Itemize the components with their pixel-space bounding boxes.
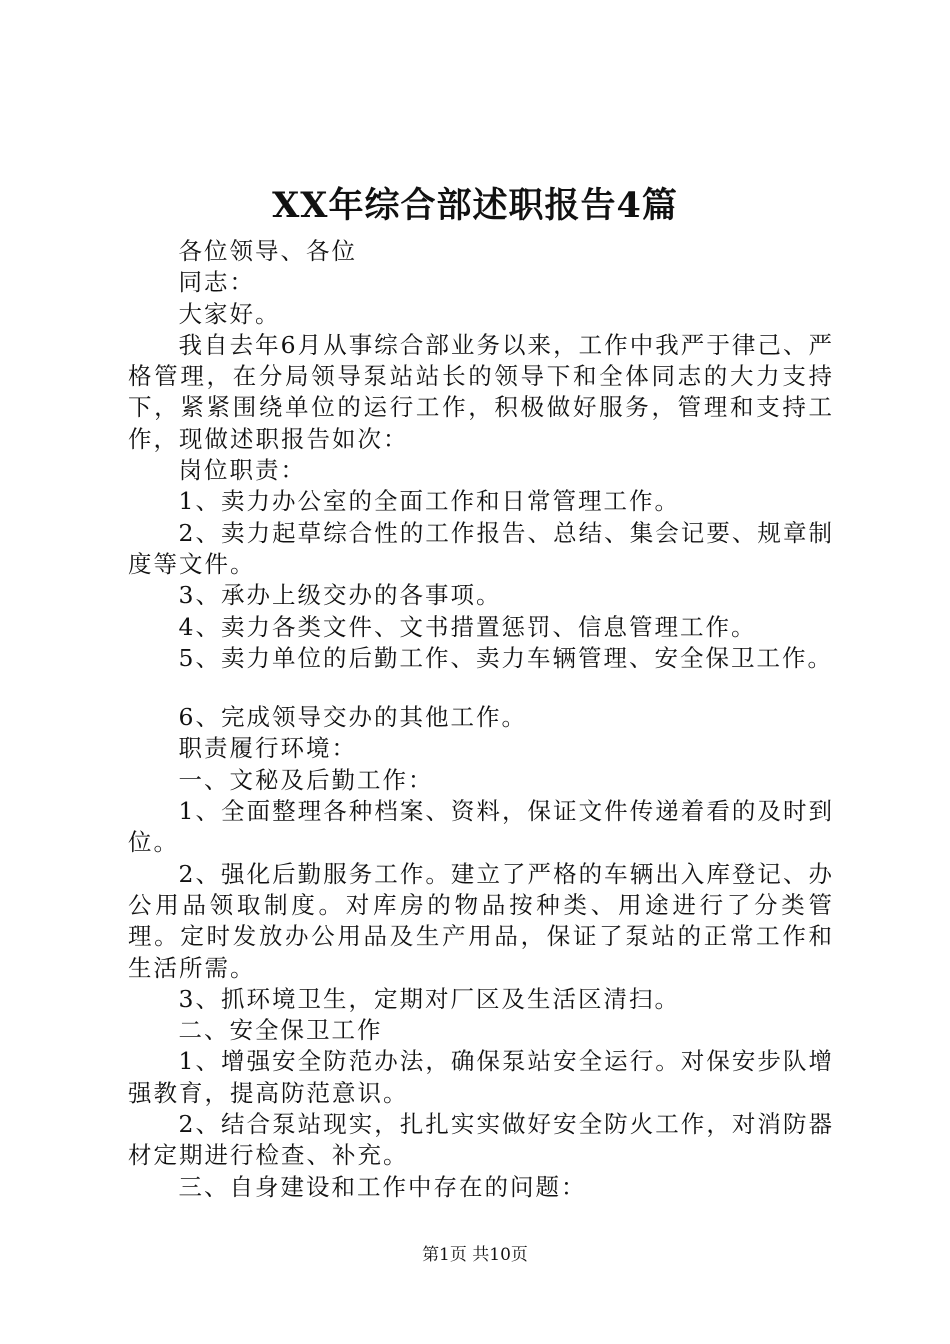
page-number-footer: 第1页 共10页 xyxy=(422,1245,528,1265)
heading-duties: 岗位职责： xyxy=(178,456,307,485)
blank-line xyxy=(128,674,834,702)
section-1-item-3: 3、抓环境卫生，定期对厂区及生活区清扫。 xyxy=(178,984,680,1013)
section-1-item-2: 2、强化后勤服务工作。建立了严格的车辆出入库登记、办公用品领取制度。对库房的物品按种类、用途进行了分类管理。定时发放办公用品及生产用品，保证了泵站的正常工作和生活所需。 xyxy=(128,859,834,982)
paragraph-intro: 我自去年6月从事综合部业务以来，工作中我严于律己、严格管理，在分局领导泵站站长的领导下和全体同志的大力支持下，紧紧围绕单位的运行工作，积极做好服务，管理和支持工作，现做述职报告如次： xyxy=(128,330,834,453)
paragraph-greeting: 各位领导、各位 xyxy=(178,237,358,265)
duty-item-6: 6、完成领导交办的其他工作。 xyxy=(178,703,527,732)
section-heading-2: 二、安全保卫工作 xyxy=(178,1016,383,1045)
duty-item-1: 1、卖力办公室的全面工作和日常管理工作。 xyxy=(178,487,680,516)
document-title: XX年综合部述职报告4篇 xyxy=(272,185,678,226)
heading-performance: 职责履行环境： xyxy=(178,734,358,763)
paragraph-colleagues: 同志： xyxy=(178,268,256,297)
duty-item-5: 5、卖力单位的后勤工作、卖力车辆管理、安全保卫工作。 xyxy=(178,643,833,672)
paragraph-hello: 大家好。 xyxy=(178,299,281,328)
duty-item-4: 4、卖力各类文件、文书措置惩罚、信息管理工作。 xyxy=(178,612,757,641)
duty-item-2: 2、卖力起草综合性的工作报告、总结、集会记要、规章制度等文件。 xyxy=(128,518,834,578)
duty-item-3: 3、承办上级交办的各事项。 xyxy=(178,581,502,610)
section-2-item-2: 2、结合泵站现实，扎扎实实做好安全防火工作，对消防器材定期进行检查、补充。 xyxy=(128,1110,834,1170)
document-body xyxy=(128,236,834,1203)
section-2-item-1: 1、增强安全防范办法，确保泵站安全运行。对保安步队增强教育，提高防范意识。 xyxy=(128,1047,834,1107)
section-heading-3: 三、自身建设和工作中存在的问题： xyxy=(178,1172,587,1201)
section-1-item-1: 1、全面整理各种档案、资料，保证文件传递着看的及时到位。 xyxy=(128,797,834,857)
section-heading-1: 一、文秘及后勤工作： xyxy=(178,765,434,794)
